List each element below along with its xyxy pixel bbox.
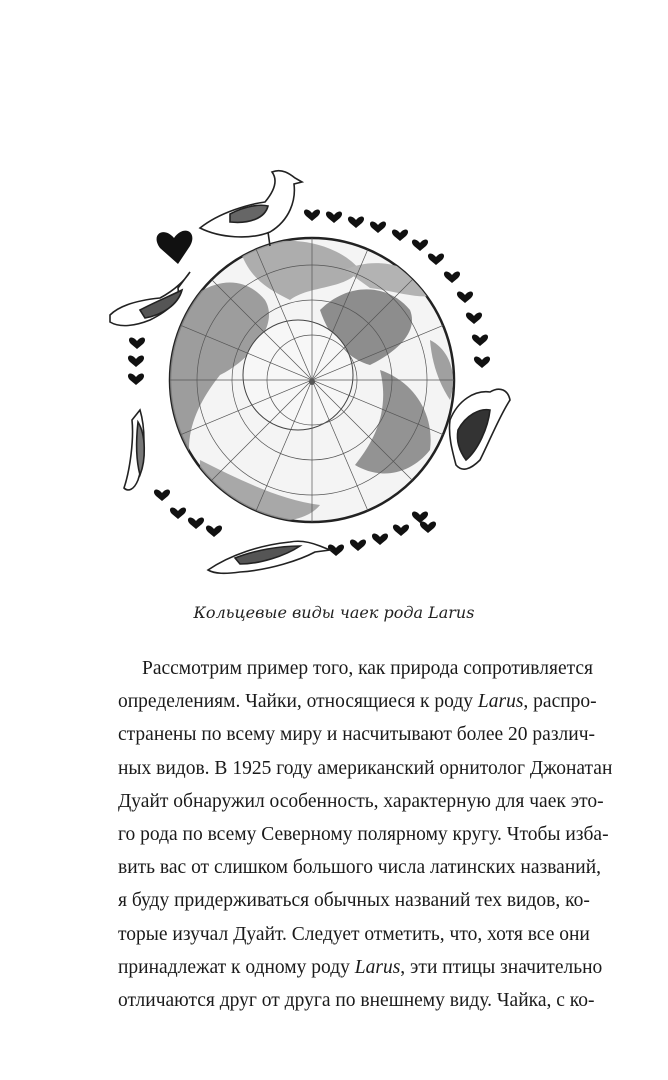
caption-text: Кольцевые виды чаек рода — [193, 603, 429, 622]
ring-species-illustration — [90, 160, 570, 590]
text-line: вить вас от слишком большого числа латинских названий, — [118, 857, 602, 879]
text-line: отличаются друг от друга по внешнему виду. Чайка, с ко- — [118, 989, 595, 1011]
text-line: я буду придерживаться обычных названий тех видов, ко- — [118, 890, 590, 912]
text-line: Дуайт обнаружил особенность, характерную для чаек это- — [118, 790, 604, 812]
text-line: определениям. Чайки, относящиеся к роду Larus, распро- — [118, 691, 597, 713]
globe-icon — [152, 220, 472, 540]
text-line: ных видов. В 1925 году американский орнитолог Джонатан — [118, 757, 613, 779]
figure-caption — [0, 603, 668, 622]
text-line: го рода по всему Северному полярному кругу. Чтобы изба- — [118, 823, 609, 845]
text-line: принадлежат к одному роду Larus, эти птицы значительно — [118, 956, 603, 978]
caption-genus: Larus — [428, 603, 475, 622]
body-paragraph — [118, 652, 613, 1017]
text-line: торые изучал Дуайт. Следует отметить, что, хотя все они — [118, 923, 590, 945]
text-line: Рассмотрим пример того, как природа сопротивляется — [142, 658, 593, 679]
text-line: странены по всему миру и насчитывают более 20 различ- — [118, 724, 596, 746]
